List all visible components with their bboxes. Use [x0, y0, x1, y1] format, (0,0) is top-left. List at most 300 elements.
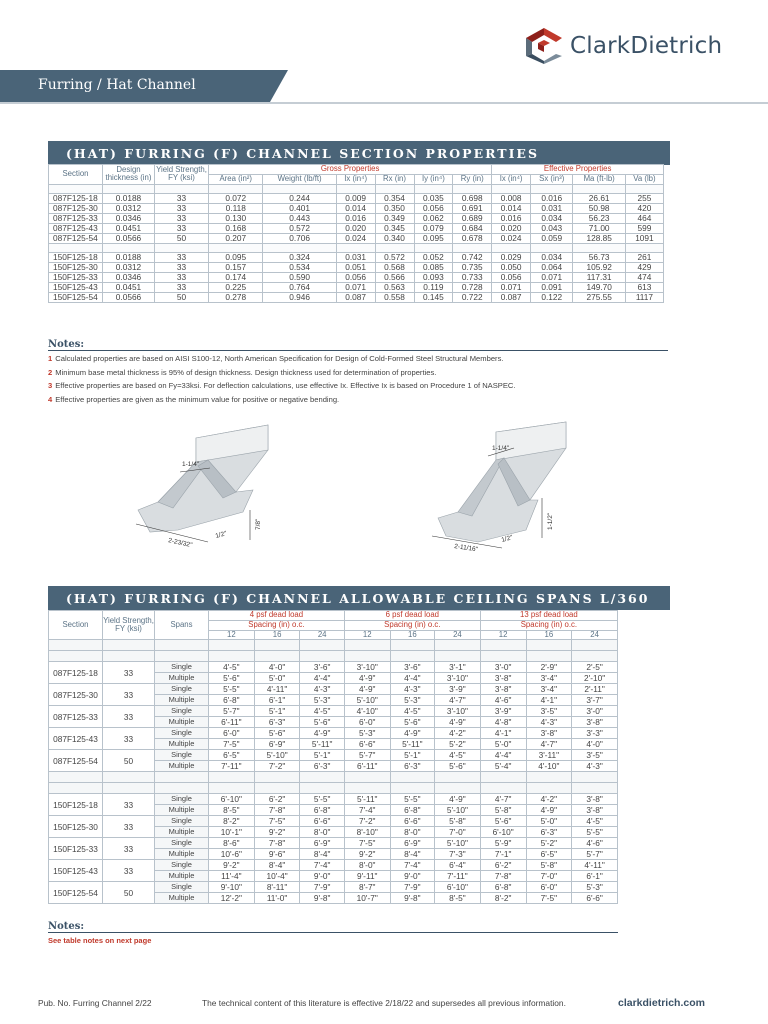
span-value-cell: 5'-6": [254, 728, 300, 739]
ceiling-spans-table: [48, 610, 618, 904]
col-spacing-value: 16: [390, 630, 434, 640]
table-row: [49, 203, 664, 213]
value-cell: 33: [155, 272, 209, 282]
footer-disclaimer: The technical content of this literature is effective 2/18/22 and supersedes all previous information.: [202, 998, 566, 1008]
spacer-cell: [572, 651, 618, 662]
spacer-cell: [480, 651, 526, 662]
value-cell: 0.174: [209, 272, 263, 282]
value-cell: 0.0451: [103, 282, 155, 292]
spacer-cell: [435, 783, 481, 794]
span-value-cell: 5'-2": [526, 838, 572, 849]
span-value-cell: 3'-3": [572, 728, 618, 739]
span-value-cell: 7'-5": [254, 816, 300, 827]
value-cell: 0.345: [375, 223, 414, 233]
value-cell: 0.572: [263, 223, 336, 233]
span-value-cell: 8'-4": [300, 849, 344, 860]
table-row: [49, 662, 618, 673]
spacer-cell: [155, 640, 209, 651]
span-value-cell: 8'-0": [300, 827, 344, 838]
span-value-cell: 4'-3": [526, 717, 572, 728]
span-value-cell: 12'-2": [209, 893, 255, 904]
value-cell: 0.168: [209, 223, 263, 233]
span-value-cell: 3'-5": [526, 706, 572, 717]
col-load-6psf: 6 psf dead load: [344, 611, 480, 621]
span-value-cell: 3'-9": [480, 706, 526, 717]
span-type-single: Single: [155, 860, 209, 871]
value-cell: 0.733: [453, 272, 492, 282]
col-gross-4: Iy (in⁴): [414, 175, 453, 185]
spacer-cell: [492, 243, 531, 252]
col-spacing-4psf: Spacing (in) o.c.: [209, 621, 345, 631]
table-row: [49, 233, 664, 243]
value-cell: 0.0346: [103, 213, 155, 223]
spacer-cell: [625, 243, 663, 252]
spacer-cell: [155, 772, 209, 783]
value-cell: 0.566: [375, 272, 414, 282]
value-cell: 0.764: [263, 282, 336, 292]
spacer-cell: [155, 243, 209, 252]
section-cell: 150F125-54: [49, 882, 103, 904]
value-cell: 0.118: [209, 203, 263, 213]
section-cell: 087F125-43: [49, 223, 103, 233]
note-item: [48, 381, 516, 390]
span-value-cell: 8'-6": [209, 838, 255, 849]
spacer-cell: [254, 783, 300, 794]
table-row: [49, 838, 618, 849]
table-row: [49, 750, 618, 761]
span-value-cell: 3'-7": [572, 695, 618, 706]
span-value-cell: 4'-0": [254, 662, 300, 673]
span-value-cell: 7'-2": [254, 761, 300, 772]
span-value-cell: 6'-3": [254, 717, 300, 728]
span-value-cell: 8'-0": [390, 827, 434, 838]
span-value-cell: 4'-9": [390, 728, 434, 739]
value-cell: 0.401: [263, 203, 336, 213]
span-value-cell: 3'-10": [435, 706, 481, 717]
section-properties-title: (HAT) FURRING (F) CHANNEL SECTION PROPERTIES: [48, 141, 670, 165]
span-value-cell: 4'-0": [572, 739, 618, 750]
span-value-cell: 4'-7": [526, 739, 572, 750]
span-value-cell: 4'-11": [254, 684, 300, 695]
value-cell: 105.92: [573, 262, 625, 272]
spacer-cell: [375, 243, 414, 252]
span-value-cell: 4'-4": [300, 673, 344, 684]
value-cell: 0.016: [531, 193, 573, 203]
spacer-cell: [572, 640, 618, 651]
value-cell: 0.024: [492, 233, 531, 243]
span-value-cell: 11'-4": [209, 871, 255, 882]
span-value-cell: 3'-9": [435, 684, 481, 695]
spacer-cell: [155, 651, 209, 662]
span-value-cell: 6'-2": [254, 794, 300, 805]
col-spacing-value: 12: [344, 630, 390, 640]
span-value-cell: 4'-9": [435, 717, 481, 728]
note-number: 1: [48, 354, 53, 363]
spacer-cell: [49, 640, 103, 651]
spacer-cell: [390, 783, 434, 794]
span-value-cell: 3'-8": [572, 717, 618, 728]
right-flange-dim: 1/2": [500, 534, 514, 544]
value-cell: 0.122: [531, 292, 573, 302]
spacer-cell: [390, 772, 434, 783]
span-value-cell: 5'-7": [572, 849, 618, 860]
clarkdietrich-logo-icon: [524, 26, 564, 66]
value-cell: 0.059: [531, 233, 573, 243]
spacer-cell: [49, 243, 103, 252]
span-value-cell: 4'-3": [390, 684, 434, 695]
yield-cell: 33: [103, 662, 155, 684]
span-value-cell: 5'-1": [300, 750, 344, 761]
spacer-cell: [263, 184, 336, 193]
span-value-cell: 4'-6": [572, 838, 618, 849]
value-cell: 0.443: [263, 213, 336, 223]
span-value-cell: 5'-8": [526, 860, 572, 871]
value-cell: 0.0312: [103, 203, 155, 213]
span-value-cell: 2'-5": [572, 662, 618, 673]
span-value-cell: 3'-8": [572, 794, 618, 805]
value-cell: 33: [155, 262, 209, 272]
section-cell: 087F125-54: [49, 233, 103, 243]
value-cell: 0.684: [453, 223, 492, 233]
span-value-cell: 5'-7": [344, 750, 390, 761]
span-value-cell: 4'-8": [480, 717, 526, 728]
yield-cell: 33: [103, 684, 155, 706]
span-value-cell: 7'-0": [526, 871, 572, 882]
span-value-cell: 10'-7": [344, 893, 390, 904]
section-cell: 150F125-18: [49, 794, 103, 816]
value-cell: 0.0188: [103, 252, 155, 262]
value-cell: 1117: [625, 292, 663, 302]
note-number: 2: [48, 367, 53, 377]
span-value-cell: 4'-7": [480, 794, 526, 805]
span-value-cell: 6'-8": [480, 882, 526, 893]
span-value-cell: 6'-2": [480, 860, 526, 871]
brand-logo: [524, 26, 722, 66]
spacer-cell: [209, 640, 255, 651]
value-cell: 0.056: [336, 272, 375, 282]
span-value-cell: 9'-10": [209, 882, 255, 893]
col-section: Section: [49, 165, 103, 185]
section-cell: 087F125-18: [49, 662, 103, 684]
value-cell: 128.85: [573, 233, 625, 243]
span-value-cell: 8'-4": [254, 860, 300, 871]
value-cell: 0.087: [336, 292, 375, 302]
value-cell: 0.014: [492, 203, 531, 213]
span-type-single: Single: [155, 750, 209, 761]
span-type-multiple: Multiple: [155, 673, 209, 684]
section-properties-table: [48, 164, 664, 303]
span-value-cell: 4'-5": [300, 706, 344, 717]
value-cell: 0.020: [492, 223, 531, 233]
table-row: [49, 816, 618, 827]
value-cell: 56.73: [573, 252, 625, 262]
span-value-cell: 5'-3": [300, 695, 344, 706]
span-value-cell: 5'-5": [209, 684, 255, 695]
spacer-cell: [480, 640, 526, 651]
spacer-cell: [209, 184, 263, 193]
spacer-cell: [453, 184, 492, 193]
span-value-cell: 4'-9": [300, 728, 344, 739]
span-type-multiple: Multiple: [155, 695, 209, 706]
value-cell: 50.98: [573, 203, 625, 213]
span-value-cell: 4'-3": [572, 761, 618, 772]
span-value-cell: 6'-9": [390, 838, 434, 849]
spacer-cell: [103, 651, 155, 662]
span-value-cell: 5'-8": [435, 816, 481, 827]
col-yield: Yield Strength, FY (ksi): [103, 611, 155, 640]
span-value-cell: 9'-0": [390, 871, 434, 882]
span-value-cell: 5'-3": [390, 695, 434, 706]
note-number: 3: [48, 381, 53, 390]
note-number: 4: [48, 394, 53, 404]
span-value-cell: 4'-9": [435, 794, 481, 805]
spacer-cell: [573, 243, 625, 252]
span-value-cell: 8'-5": [209, 805, 255, 816]
value-cell: 50: [155, 233, 209, 243]
spacer-cell: [492, 184, 531, 193]
spacer-cell: [103, 772, 155, 783]
span-type-single: Single: [155, 662, 209, 673]
value-cell: 0.024: [336, 233, 375, 243]
spacer-cell: [344, 640, 390, 651]
value-cell: 0.145: [414, 292, 453, 302]
value-cell: 0.035: [414, 193, 453, 203]
value-cell: 0.056: [414, 203, 453, 213]
right-top-dim: 1-1/4": [492, 445, 510, 452]
span-value-cell: 4'-1": [480, 728, 526, 739]
col-spacing-value: 24: [435, 630, 481, 640]
span-value-cell: 3'-8": [480, 673, 526, 684]
value-cell: 420: [625, 203, 663, 213]
span-value-cell: 5'-0": [526, 816, 572, 827]
span-value-cell: 4'-10": [344, 706, 390, 717]
span-type-multiple: Multiple: [155, 893, 209, 904]
col-effective-1: Sx (in³): [531, 175, 573, 185]
span-value-cell: 9'-2": [209, 860, 255, 871]
span-value-cell: 7'-9": [390, 882, 434, 893]
section-cell: 087F125-33: [49, 213, 103, 223]
spacer-cell: [526, 651, 572, 662]
table-row: [49, 213, 664, 223]
span-value-cell: 7'-1": [480, 849, 526, 860]
span-value-cell: 6'-1": [254, 695, 300, 706]
span-value-cell: 3'-1": [435, 662, 481, 673]
spacer-cell: [375, 184, 414, 193]
span-value-cell: 3'-6": [300, 662, 344, 673]
spacer-cell: [344, 783, 390, 794]
value-cell: 275.55: [573, 292, 625, 302]
spacer-cell: [103, 783, 155, 794]
page-banner: [0, 70, 270, 102]
span-value-cell: 5'-0": [480, 739, 526, 750]
span-notes-heading: Notes:: [48, 921, 618, 933]
value-cell: 0.278: [209, 292, 263, 302]
section-cell: 150F125-18: [49, 252, 103, 262]
spacer-cell: [336, 243, 375, 252]
value-cell: 0.043: [531, 223, 573, 233]
span-value-cell: 3'-8": [526, 728, 572, 739]
span-value-cell: 5'-10": [435, 805, 481, 816]
span-value-cell: 4'-10": [526, 761, 572, 772]
value-cell: 0.590: [263, 272, 336, 282]
value-cell: 0.119: [414, 282, 453, 292]
span-type-multiple: Multiple: [155, 827, 209, 838]
value-cell: 0.698: [453, 193, 492, 203]
value-cell: 0.691: [453, 203, 492, 213]
col-gross-1: Weight (lb/ft): [263, 175, 336, 185]
span-type-multiple: Multiple: [155, 849, 209, 860]
span-value-cell: 7'-8": [254, 805, 300, 816]
spacer-cell: [103, 184, 155, 193]
value-cell: 0.350: [375, 203, 414, 213]
span-value-cell: 3'-0": [480, 662, 526, 673]
spacer-cell: [531, 184, 573, 193]
span-value-cell: 2'-11": [572, 684, 618, 695]
footer-website-link[interactable]: clarkdietrich.com: [618, 997, 705, 1009]
value-cell: 464: [625, 213, 663, 223]
span-value-cell: 9'-0": [300, 871, 344, 882]
spacer-cell: [209, 651, 255, 662]
span-value-cell: 7'-5": [209, 739, 255, 750]
span-value-cell: 5'-6": [435, 761, 481, 772]
spacer-cell: [344, 772, 390, 783]
value-cell: 0.008: [492, 193, 531, 203]
span-value-cell: 6'-4": [435, 860, 481, 871]
span-value-cell: 7'-4": [300, 860, 344, 871]
see-table-notes: See table notes on next page: [48, 936, 152, 945]
spacer-cell: [344, 651, 390, 662]
spacer-cell: [572, 783, 618, 794]
span-value-cell: 6'-10": [209, 794, 255, 805]
value-cell: 0.534: [263, 262, 336, 272]
span-value-cell: 6'-3": [300, 761, 344, 772]
span-value-cell: 6'-6": [344, 739, 390, 750]
value-cell: 0.064: [531, 262, 573, 272]
value-cell: 429: [625, 262, 663, 272]
span-value-cell: 5'-6": [390, 717, 434, 728]
value-cell: 0.095: [414, 233, 453, 243]
span-type-multiple: Multiple: [155, 739, 209, 750]
span-value-cell: 6'-6": [572, 893, 618, 904]
span-value-cell: 6'-6": [390, 816, 434, 827]
spacer-cell: [300, 783, 344, 794]
spacer-cell: [300, 640, 344, 651]
span-value-cell: 10'-1": [209, 827, 255, 838]
section-cell: 087F125-33: [49, 706, 103, 728]
yield-cell: 33: [103, 816, 155, 838]
value-cell: 0.071: [492, 282, 531, 292]
span-value-cell: 4'-2": [526, 794, 572, 805]
spacer-cell: [480, 783, 526, 794]
spacer-cell: [103, 640, 155, 651]
span-value-cell: 6'-10": [480, 827, 526, 838]
ceiling-spans-title: (HAT) FURRING (F) CHANNEL ALLOWABLE CEILING SPANS L/360: [48, 586, 670, 610]
span-value-cell: 3'-8": [480, 684, 526, 695]
span-value-cell: 9'-11": [344, 871, 390, 882]
span-value-cell: 4'-5": [435, 750, 481, 761]
span-value-cell: 5'-8": [480, 805, 526, 816]
value-cell: 0.016: [336, 213, 375, 223]
spacer-cell: [155, 783, 209, 794]
value-cell: 33: [155, 213, 209, 223]
spacer-cell: [254, 772, 300, 783]
value-cell: 149.70: [573, 282, 625, 292]
value-cell: 33: [155, 223, 209, 233]
span-value-cell: 6'-0": [344, 717, 390, 728]
span-value-cell: 5'-10": [254, 750, 300, 761]
section-cell: 150F125-30: [49, 262, 103, 272]
spacer-cell: [526, 783, 572, 794]
span-value-cell: 6'-9": [300, 838, 344, 849]
spacer-cell: [390, 640, 434, 651]
value-cell: 0.354: [375, 193, 414, 203]
section-cell: 150F125-33: [49, 838, 103, 860]
note-item: [48, 368, 436, 377]
spacer-cell: [572, 772, 618, 783]
value-cell: 0.029: [492, 252, 531, 262]
value-cell: 0.0566: [103, 233, 155, 243]
span-value-cell: 4'-4": [390, 673, 434, 684]
col-load-13psf: 13 psf dead load: [480, 611, 617, 621]
group-spacer-row: [49, 651, 618, 662]
value-cell: 0.568: [375, 262, 414, 272]
value-cell: 0.087: [492, 292, 531, 302]
span-value-cell: 6'-10": [435, 882, 481, 893]
span-value-cell: 4'-4": [480, 750, 526, 761]
spacer-cell: [453, 243, 492, 252]
spacer-cell: [263, 243, 336, 252]
span-value-cell: 6'-8": [390, 805, 434, 816]
span-value-cell: 10'-6": [209, 849, 255, 860]
value-cell: 613: [625, 282, 663, 292]
value-cell: 0.091: [531, 282, 573, 292]
span-value-cell: 5'-5": [300, 794, 344, 805]
spacer-cell: [390, 651, 434, 662]
value-cell: 0.324: [263, 252, 336, 262]
group-spacer-row: [49, 184, 664, 193]
spacer-cell: [435, 651, 481, 662]
group-spacer-row: [49, 243, 664, 252]
section-cell: 150F125-54: [49, 292, 103, 302]
spacer-cell: [300, 651, 344, 662]
span-value-cell: 9'-8": [390, 893, 434, 904]
value-cell: 1091: [625, 233, 663, 243]
span-value-cell: 5'-6": [300, 717, 344, 728]
span-value-cell: 7'-9": [300, 882, 344, 893]
span-value-cell: 5'-0": [254, 673, 300, 684]
value-cell: 117.31: [573, 272, 625, 282]
col-spacing-value: 12: [209, 630, 255, 640]
value-cell: 0.572: [375, 252, 414, 262]
section-cell: 150F125-33: [49, 272, 103, 282]
span-value-cell: 4'-11": [572, 860, 618, 871]
span-value-cell: 8'-10": [344, 827, 390, 838]
span-value-cell: 7'-3": [435, 849, 481, 860]
col-effective-0: Ix (in⁴): [492, 175, 531, 185]
col-group-effective: Effective Properties: [492, 165, 664, 175]
spacer-cell: [526, 640, 572, 651]
span-value-cell: 4'-1": [526, 695, 572, 706]
section-cell: 150F125-43: [49, 282, 103, 292]
value-cell: 50: [155, 292, 209, 302]
span-value-cell: 8'-5": [435, 893, 481, 904]
group-spacer-row: [49, 640, 618, 651]
spacer-cell: [435, 772, 481, 783]
value-cell: 0.349: [375, 213, 414, 223]
note-text: Calculated properties are based on AISI S100-12, North American Specification for Design of Cold-Formed Steel Structural Members.: [55, 354, 504, 363]
span-value-cell: 5'-10": [435, 838, 481, 849]
spacer-cell: [300, 772, 344, 783]
